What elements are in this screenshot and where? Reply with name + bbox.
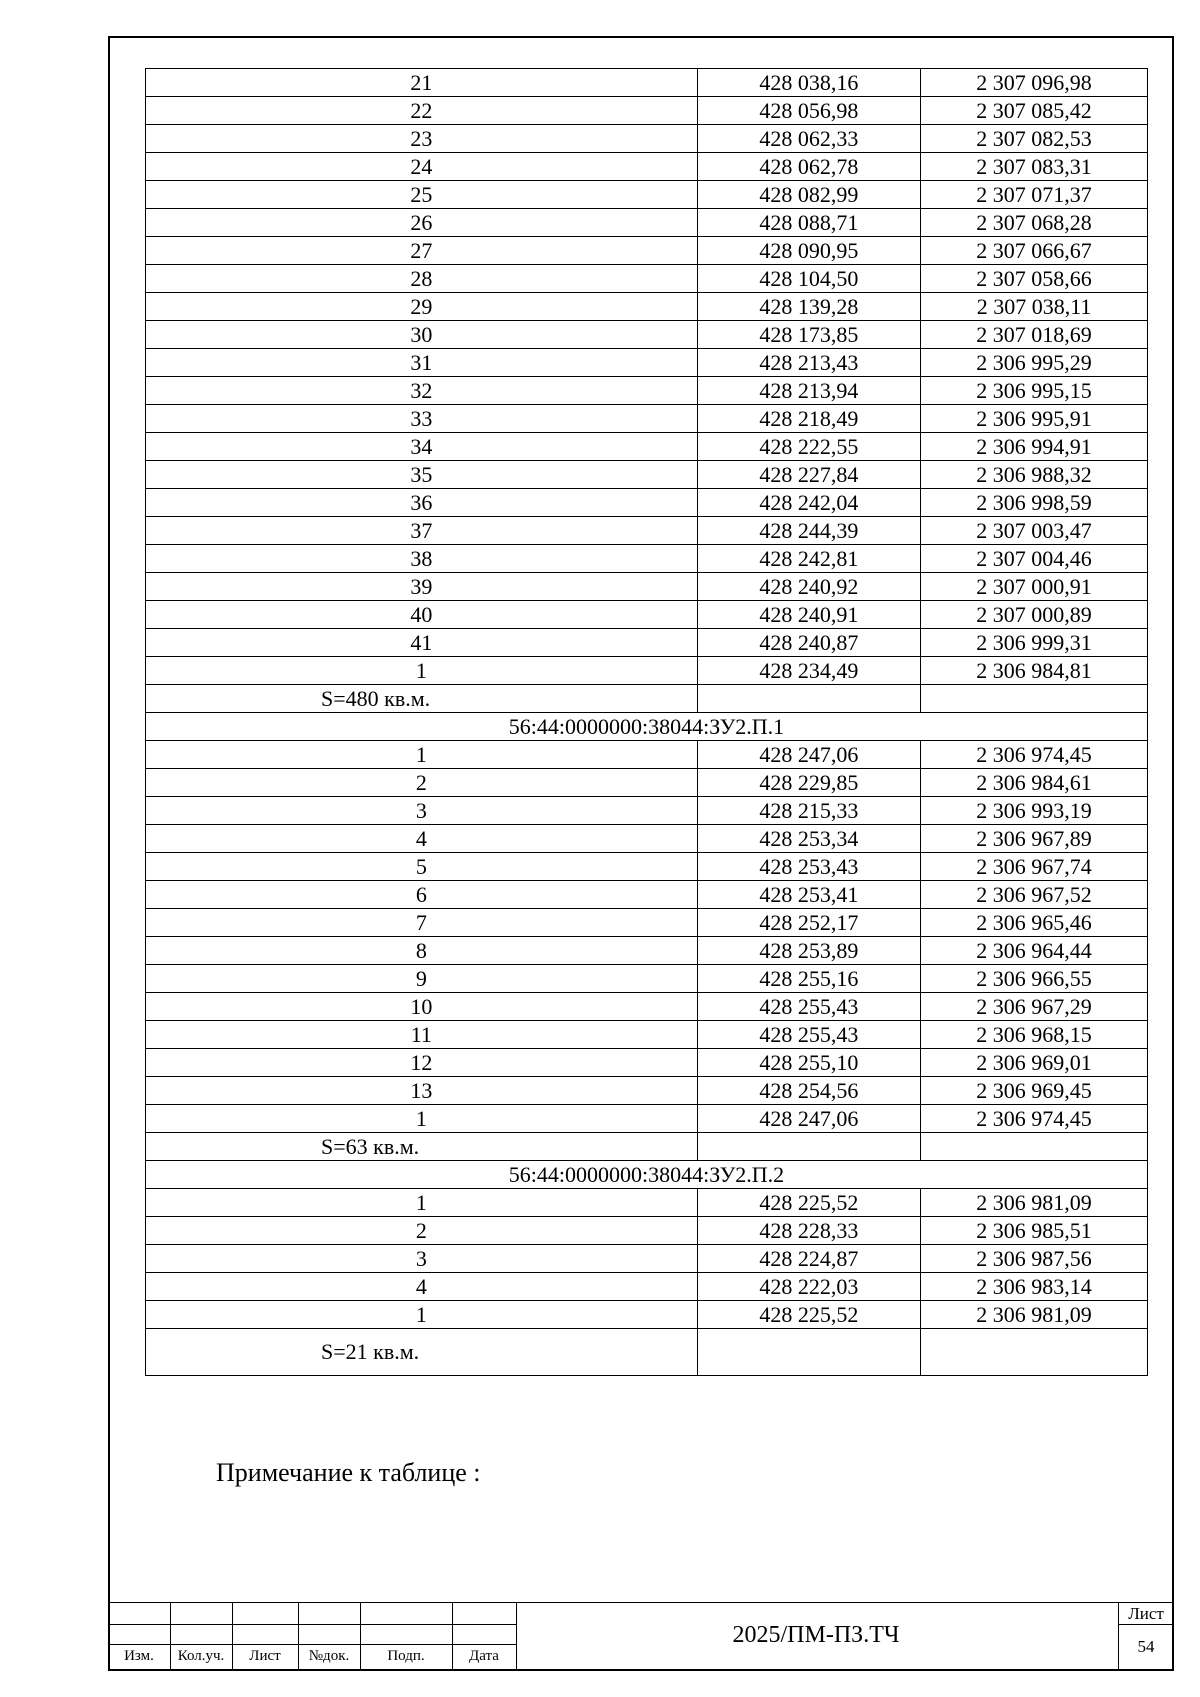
table-row <box>146 1189 1148 1217</box>
coord-y: 2 307 000,89 <box>921 601 1148 629</box>
coord-x: 428 244,39 <box>697 517 920 545</box>
point-number: 33 <box>146 405 698 433</box>
coord-x: 428 225,52 <box>697 1301 920 1329</box>
stamp-label-izm: Изм. <box>124 1648 154 1664</box>
table-row <box>146 405 1148 433</box>
coord-x: 428 088,71 <box>697 209 920 237</box>
table-row <box>146 1217 1148 1245</box>
coord-x: 428 139,28 <box>697 293 920 321</box>
coord-y: 2 306 984,61 <box>921 769 1148 797</box>
point-number: 1 <box>146 1301 698 1329</box>
area-value: S=63 кв.м. <box>146 1133 698 1161</box>
point-number: 12 <box>146 1049 698 1077</box>
point-number: 40 <box>146 601 698 629</box>
table-row <box>146 1077 1148 1105</box>
coord-y: 2 306 984,81 <box>921 657 1148 685</box>
coord-x: 428 062,78 <box>697 153 920 181</box>
table-row <box>146 1021 1148 1049</box>
table-row <box>146 769 1148 797</box>
coord-y: 2 306 974,45 <box>921 1105 1148 1133</box>
point-number: 29 <box>146 293 698 321</box>
table-row <box>146 293 1148 321</box>
table-row <box>146 1301 1148 1329</box>
coord-x: 428 090,95 <box>697 237 920 265</box>
point-number: 28 <box>146 265 698 293</box>
point-number: 4 <box>146 1273 698 1301</box>
table-row <box>146 797 1148 825</box>
coord-y: 2 307 096,98 <box>921 69 1148 97</box>
sheet-number: 54 <box>1137 1637 1155 1656</box>
area-row <box>146 1329 1148 1376</box>
area-value: S=21 кв.м. <box>146 1329 698 1376</box>
table-row <box>146 69 1148 97</box>
point-number: 3 <box>146 1245 698 1273</box>
coord-y: 2 307 018,69 <box>921 321 1148 349</box>
coord-y: 2 306 995,29 <box>921 349 1148 377</box>
coord-x: 428 255,16 <box>697 965 920 993</box>
coord-y: 2 307 083,31 <box>921 153 1148 181</box>
coord-x: 428 227,84 <box>697 461 920 489</box>
point-number: 1 <box>146 1105 698 1133</box>
section-title: 56:44:0000000:38044:ЗУ2.П.2 <box>146 1161 1148 1189</box>
coord-x: 428 218,49 <box>697 405 920 433</box>
coord-y: 2 306 968,15 <box>921 1021 1148 1049</box>
coord-y: 2 307 085,42 <box>921 97 1148 125</box>
table-note: Примечание к таблице : <box>216 1458 481 1487</box>
table-row <box>146 433 1148 461</box>
coord-x: 428 242,81 <box>697 545 920 573</box>
coord-y: 2 306 967,89 <box>921 825 1148 853</box>
table-row <box>146 881 1148 909</box>
coord-x: 428 213,94 <box>697 377 920 405</box>
table-row <box>146 629 1148 657</box>
table-row <box>146 181 1148 209</box>
coord-y: 2 306 985,51 <box>921 1217 1148 1245</box>
coord-y: 2 306 981,09 <box>921 1189 1148 1217</box>
coord-y: 2 306 995,91 <box>921 405 1148 433</box>
coord-y: 2 307 066,67 <box>921 237 1148 265</box>
empty-cell <box>921 1133 1148 1161</box>
coord-y: 2 306 969,45 <box>921 1077 1148 1105</box>
coord-x: 428 104,50 <box>697 265 920 293</box>
coord-y: 2 306 995,15 <box>921 377 1148 405</box>
table-row <box>146 741 1148 769</box>
point-number: 5 <box>146 853 698 881</box>
coord-x: 428 038,16 <box>697 69 920 97</box>
point-number: 11 <box>146 1021 698 1049</box>
coord-y: 2 306 967,29 <box>921 993 1148 1021</box>
sheet-label: Лист <box>1128 1604 1164 1623</box>
stamp-label-list: Лист <box>249 1648 281 1664</box>
stamp-label-ndok: №док. <box>308 1648 350 1664</box>
coord-y: 2 307 082,53 <box>921 125 1148 153</box>
table-row <box>146 825 1148 853</box>
point-number: 7 <box>146 909 698 937</box>
table-row <box>146 209 1148 237</box>
table-row <box>146 1245 1148 1273</box>
table-row <box>146 937 1148 965</box>
coord-y: 2 306 974,45 <box>921 741 1148 769</box>
point-number: 34 <box>146 433 698 461</box>
point-number: 32 <box>146 377 698 405</box>
point-number: 36 <box>146 489 698 517</box>
coord-y: 2 306 964,44 <box>921 937 1148 965</box>
point-number: 9 <box>146 965 698 993</box>
point-number: 3 <box>146 797 698 825</box>
coord-y: 2 307 068,28 <box>921 209 1148 237</box>
coord-x: 428 234,49 <box>697 657 920 685</box>
point-number: 13 <box>146 1077 698 1105</box>
table-row <box>146 265 1148 293</box>
point-number: 41 <box>146 629 698 657</box>
stamp-label-koluch: Кол.уч. <box>177 1648 225 1664</box>
coord-y: 2 307 038,11 <box>921 293 1148 321</box>
coord-x: 428 225,52 <box>697 1189 920 1217</box>
coord-x: 428 247,06 <box>697 741 920 769</box>
table-row <box>146 377 1148 405</box>
coord-y: 2 307 004,46 <box>921 545 1148 573</box>
coord-y: 2 306 987,56 <box>921 1245 1148 1273</box>
stamp-label-podp: Подп. <box>387 1648 425 1664</box>
coord-x: 428 254,56 <box>697 1077 920 1105</box>
coord-x: 428 255,10 <box>697 1049 920 1077</box>
point-number: 1 <box>146 1189 698 1217</box>
coord-x: 428 173,85 <box>697 321 920 349</box>
empty-cell <box>697 685 920 713</box>
area-row <box>146 685 1148 713</box>
coord-y: 2 306 967,74 <box>921 853 1148 881</box>
point-number: 6 <box>146 881 698 909</box>
point-number: 1 <box>146 657 698 685</box>
coord-x: 428 062,33 <box>697 125 920 153</box>
coord-y: 2 307 000,91 <box>921 573 1148 601</box>
stamp-label-data: Дата <box>469 1648 499 1664</box>
coord-x: 428 228,33 <box>697 1217 920 1245</box>
point-number: 39 <box>146 573 698 601</box>
coord-x: 428 253,89 <box>697 937 920 965</box>
coord-x: 428 255,43 <box>697 993 920 1021</box>
table-row <box>146 657 1148 685</box>
coord-x: 428 240,87 <box>697 629 920 657</box>
empty-cell <box>921 685 1148 713</box>
point-number: 26 <box>146 209 698 237</box>
coord-x: 428 222,55 <box>697 433 920 461</box>
coord-x: 428 240,91 <box>697 601 920 629</box>
coord-x: 428 056,98 <box>697 97 920 125</box>
coord-y: 2 306 983,14 <box>921 1273 1148 1301</box>
table-row <box>146 1105 1148 1133</box>
area-value: S=480 кв.м. <box>146 685 698 713</box>
table-row <box>146 1273 1148 1301</box>
table-row <box>146 349 1148 377</box>
section-title: 56:44:0000000:38044:ЗУ2.П.1 <box>146 713 1148 741</box>
point-number: 25 <box>146 181 698 209</box>
point-number: 23 <box>146 125 698 153</box>
coord-x: 428 255,43 <box>697 1021 920 1049</box>
coord-x: 428 082,99 <box>697 181 920 209</box>
coord-y: 2 306 993,19 <box>921 797 1148 825</box>
point-number: 30 <box>146 321 698 349</box>
table-row <box>146 237 1148 265</box>
coord-y: 2 307 071,37 <box>921 181 1148 209</box>
area-row <box>146 1133 1148 1161</box>
empty-cell <box>697 1329 920 1376</box>
point-number: 2 <box>146 1217 698 1245</box>
table-row <box>146 321 1148 349</box>
empty-cell <box>697 1133 920 1161</box>
coord-x: 428 215,33 <box>697 797 920 825</box>
coord-y: 2 306 967,52 <box>921 881 1148 909</box>
point-number: 37 <box>146 517 698 545</box>
table-row <box>146 461 1148 489</box>
table-row <box>146 909 1148 937</box>
coord-x: 428 253,34 <box>697 825 920 853</box>
coord-x: 428 253,41 <box>697 881 920 909</box>
table-row <box>146 125 1148 153</box>
coord-y: 2 307 058,66 <box>921 265 1148 293</box>
coord-y: 2 306 981,09 <box>921 1301 1148 1329</box>
point-number: 22 <box>146 97 698 125</box>
coord-x: 428 242,04 <box>697 489 920 517</box>
coord-y: 2 306 994,91 <box>921 433 1148 461</box>
point-number: 24 <box>146 153 698 181</box>
section-row <box>146 713 1148 741</box>
point-number: 4 <box>146 825 698 853</box>
coord-x: 428 247,06 <box>697 1105 920 1133</box>
point-number: 27 <box>146 237 698 265</box>
empty-cell <box>921 1329 1148 1376</box>
coord-y: 2 306 999,31 <box>921 629 1148 657</box>
point-number: 31 <box>146 349 698 377</box>
coord-y: 2 306 998,59 <box>921 489 1148 517</box>
coord-x: 428 224,87 <box>697 1245 920 1273</box>
point-number: 8 <box>146 937 698 965</box>
coord-y: 2 307 003,47 <box>921 517 1148 545</box>
coord-x: 428 229,85 <box>697 769 920 797</box>
document-number: 2025/ПМ-ПЗ.ТЧ <box>732 1622 900 1648</box>
point-number: 38 <box>146 545 698 573</box>
point-number: 2 <box>146 769 698 797</box>
coord-y: 2 306 988,32 <box>921 461 1148 489</box>
table-row <box>146 993 1148 1021</box>
point-number: 35 <box>146 461 698 489</box>
point-number: 21 <box>146 69 698 97</box>
point-number: 1 <box>146 741 698 769</box>
coord-y: 2 306 966,55 <box>921 965 1148 993</box>
coord-x: 428 252,17 <box>697 909 920 937</box>
table-row <box>146 853 1148 881</box>
table-row <box>146 1049 1148 1077</box>
table-row <box>146 489 1148 517</box>
table-row <box>146 601 1148 629</box>
section-row <box>146 1161 1148 1189</box>
table-row <box>146 965 1148 993</box>
coordinates-table <box>145 68 1148 1376</box>
table-row <box>146 517 1148 545</box>
coord-y: 2 306 965,46 <box>921 909 1148 937</box>
table-row <box>146 153 1148 181</box>
coord-x: 428 240,92 <box>697 573 920 601</box>
coord-y: 2 306 969,01 <box>921 1049 1148 1077</box>
title-block <box>108 1602 1174 1671</box>
coord-x: 428 213,43 <box>697 349 920 377</box>
coord-x: 428 222,03 <box>697 1273 920 1301</box>
coord-x: 428 253,43 <box>697 853 920 881</box>
table-row <box>146 97 1148 125</box>
table-row <box>146 545 1148 573</box>
table-row <box>146 573 1148 601</box>
point-number: 10 <box>146 993 698 1021</box>
